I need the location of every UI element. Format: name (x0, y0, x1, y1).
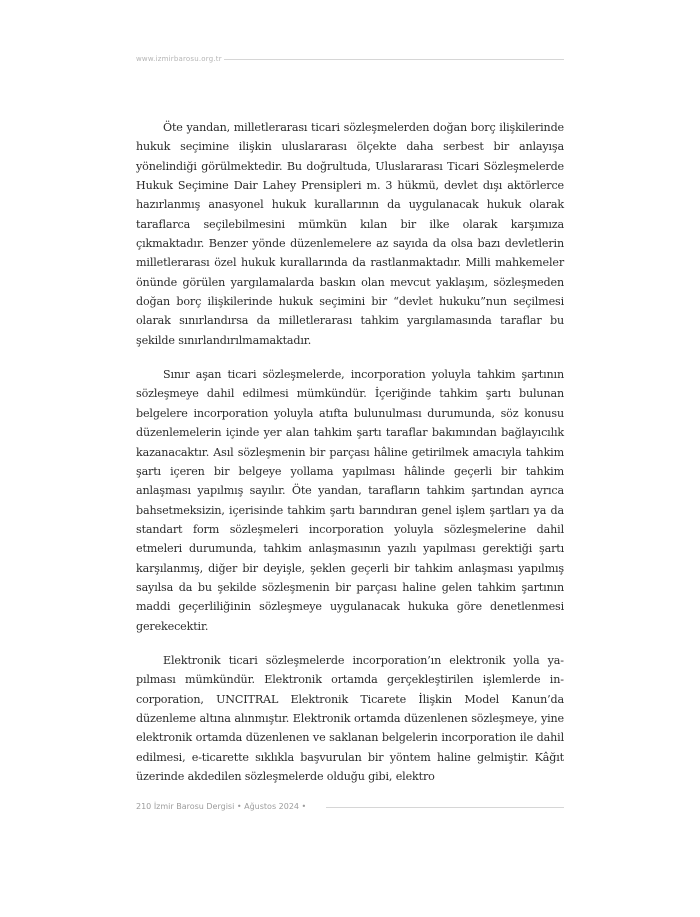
article-body (136, 118, 564, 786)
page-header (136, 53, 564, 67)
header-divider (224, 59, 564, 60)
paragraph-1: Öte yandan, milletlerarası ticari sözleşmelerden doğan borç ilişkilerinde hukuk seçimine ilişkin uluslararası ölçekte daha serbest bir anlayışa yönelindiği görülmektedir. Bu doğrultuda, Uluslararası Ticari Sözleşmelerde Hukuk Seçimine Dair Lahey Prensipleri m. 3 hükmü, devlet dışı aktörlerce hazırlanmış anasyonel hukuk kurallarının da uygulanacak hukuk olarak taraflarca seçilebilmesini mümkün kılan bir ilke olarak karşımıza çıkmaktadır. Benzer yönde düzenlemelere az sayıda da olsa bazı devletlerin milletlerarası özel hukuk kurallarında da rastlanmaktadır. Milli mahkemeler önünde görülen yargılamalarda baskın olan mevcut yaklaşım, sözleşmeden doğan borç ilişkilerinde hukuk seçimini bir “devlet hukuku”nun seçilmesi olarak sınırlandırsa da milletlerarası tahkim yargılamasında taraflar bu şekilde sınırlandırılmamaktadır. (136, 121, 564, 347)
footer-divider (326, 807, 564, 808)
footer-page-info: 210 İzmir Barosu Dergisi • Ağustos 2024 • (136, 801, 310, 813)
page-footer (136, 801, 564, 815)
paragraph-2: Sınır aşan ticari sözleşmelerde, incorporation yoluyla tahkim şartının sözleşmeye dahil edilmesi mümkündür. İçeriğinde tahkim şartı bulunan belgelere incorporation yoluyla atıfta bulunulması durumunda, söz konusu düzenlemelerin içinde yer alan tahkim şartı taraflar bakımından bağlayıcılık kazanacaktır. Asıl sözleşmenin bir parçası hâline getirilmek amacıyla tahkim şartı içeren bir belgeye yollama yapılması hâlinde geçerli bir tahkim anlaşması yapılmış sayılır. Öte yandan, tarafların tahkim şartından ayrıca bahsetmeksizin, içerisinde tahkim şartı barındıran genel işlem şartları ya da standart form sözleşmeleri incorporation yoluyla sözleşmelerine dahil etmeleri durumunda, tahkim anlaşmasının yazılı yapılması gerektiği şartı karşılanmış, diğer bir deyişle, şeklen geçerli bir tahkim anlaşması yapılmış sayılsa da bu şekilde sözleşmenin bir parçası haline gelen tahkim şartının maddi geçerliliğinin sözleşmeye uygulanacak hukuka göre denetlenmesi gerekecektir. (136, 368, 564, 633)
paragraph-3: Elektronik ticari sözleşmelerde incorporation’ın elektronik yolla yapılması mümkündür. Elektronik ortamda gerçekleştirilen işlemlerde incorporation, UNCITRAL Elektronik Ticarete İlişkin Model Kanun’da düzenleme altına alınmıştır. Elektronik ortamda düzenlenen sözleşmeye, yine elektronik ortamda düzenlenen ve saklanan belgelerin incorporation ile dahil edilmesi, e-ticarette sıklıkla başvurulan bir yöntem haline gelmiştir. Kâğıt üzerinde akdedilen sözleşmelerde olduğu gibi, elektro (136, 653, 564, 783)
header-url: www.izmirbarosu.org.tr (136, 53, 226, 65)
